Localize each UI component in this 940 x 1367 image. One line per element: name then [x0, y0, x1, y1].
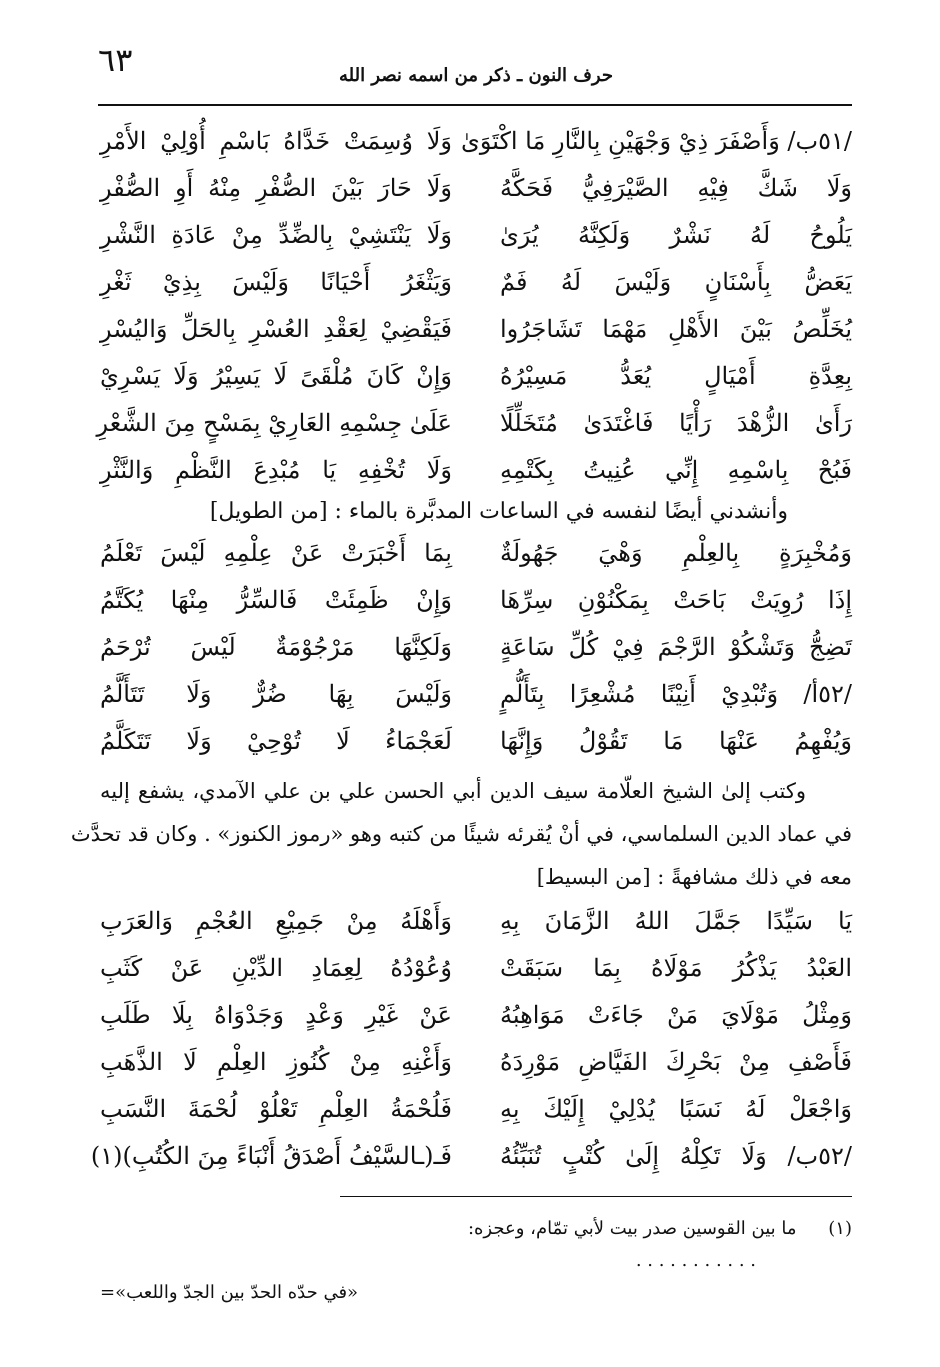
- footnote-line: [100, 1212, 852, 1246]
- verse-row: [100, 212, 852, 259]
- prose-line: وكتب إلىٰ الشيخ العلّامة سيف الدين أبي الحسن علي بن علي الآمدي، يشفع إليه: [100, 779, 806, 803]
- poem-2-intro: وأنشدني أيضًا لنفسه في الساعات المدبَّرة بالماء : [من الطويل]: [209, 499, 788, 524]
- verse-row: [100, 992, 852, 1039]
- footnote-text: ما بين القوسين صدر بيت لأبي تمّام، وعجزه:: [467, 1218, 797, 1239]
- first-hemistich: العَبْدُ يَذْكُرُ مَوْلَاهُ بِمَا سَبَقَتْ: [500, 954, 852, 982]
- verse-row: [100, 118, 852, 165]
- poem-1: [96, 118, 852, 494]
- second-hemistich: بِمَا أَخْبَرَتْ عَنْ عِلْمِهِ لَيْسَ تَعْلَمُ: [100, 539, 452, 567]
- first-hemistich: يُخَلِّصُ بَيْنَ الأَهْلِ مَهْمَا تَشَاجَرُوا: [500, 315, 852, 343]
- first-hemistich: رَأَىٰ الزُّهْدَ رَأْيًا فَاغْتَدَىٰ مُتَخَلِّلًا: [500, 409, 852, 437]
- poem-2: [100, 530, 852, 765]
- second-hemistich: عَنْ غَيْرِ وَعْدٍ وَجَدْوَاهُ بِلَا طَلَبِ: [100, 1001, 452, 1029]
- first-hemistich: فَأَصْفِ مِنْ بَحْرِكَ الفَيَّاضِ مَوْرِدَهُ: [500, 1048, 852, 1076]
- verse-row: [100, 718, 852, 765]
- first-hemistich: فَبُحْ بِاسْمِهِ إِنِّي عُنِيتُ بِكَتْمِهِ: [500, 456, 852, 484]
- verse-row: [96, 400, 852, 447]
- verse-row: [100, 1086, 852, 1133]
- second-hemistich: وَإِنْ ظَمِئَتْ فَالسِّرُّ مِنْهَا يُكَتَّمُ: [100, 586, 452, 614]
- prose-line: في عماد الدين السلماسي، في أنْ يُقرئه شيئًا من كتبه وهو «رموز الكنوز» . وكان قد تحدَّث: [70, 822, 852, 846]
- first-hemistich: يَعَضُّ بِأَسْنَانٍ وَلَيْسَ لَهُ فَمٌ: [500, 268, 852, 296]
- page-number: ٦٣: [98, 41, 133, 79]
- footnote-rule: [340, 1196, 852, 1197]
- first-hemistich: /٥٢أ/ وَتُبْدِيْ أَنِيْنًا مُشْعِرًا بِتَأَلُّمٍ: [500, 680, 852, 708]
- footnote-dots: . . . . . . . . . . .: [635, 1250, 756, 1271]
- second-hemistich: وُعُوْدُهُ لِعِمَادِ الدِّيْنِ عَنْ كَثَبِ: [100, 954, 452, 982]
- second-hemistich: وَيَثْغَرُ أَحْيَانًا وَلَيْسَ بِذِيْ ثَغْرِ: [100, 268, 452, 296]
- first-hemistich: /٥١ب/ وَأَصْفَرَ ذِيْ وَجْهَيْنِ بِالنَّارِ مَا اكْتَوَىٰ: [461, 127, 852, 155]
- verse-row: [100, 671, 852, 718]
- second-hemistich: وَإِنْ كَانَ مُلْقَىً لَا يَسِيْرُ وَلَا يَسْرِيْ: [100, 362, 452, 390]
- running-title: حرف النون ـ ذكر من اسمه نصر الله: [339, 65, 613, 86]
- verse-row: [100, 577, 852, 624]
- second-hemistich: وَأَغْنِهِ مِنْ كُنُوزِ العِلْمِ لَا الذَّهَبِ: [100, 1048, 452, 1076]
- verse-row: [100, 1039, 852, 1086]
- first-hemistich: وَيُفْهِمُ عَنْهَا مَا تَقُوْلُ وَإِنَّهَا: [500, 727, 852, 755]
- first-hemistich: وَاجْعَلْ لَهُ نَسَبًا يُدْلِيْ إِلَيْكَ بِهِ: [500, 1095, 852, 1123]
- footnote: [100, 1212, 852, 1310]
- second-hemistich: فَـ(ـالسَّيْفُ أَصْدَقُ أَنْبَاءً مِنَ الكُتُبِ)(١): [90, 1142, 452, 1170]
- second-hemistich: وَلَكِنَّهَا مَرْجُوْمَةٌ لَيْسَ تُرْحَمُ: [100, 633, 452, 661]
- first-hemistich: يَلُوحُ لَهُ نَشْرٌ وَلَكِنَّهُ يُرَىٰ: [500, 221, 852, 249]
- second-hemistich: فَلُحْمَةُ العِلْمِ تَعْلُوْ لُحْمَةَ النَّسَبِ: [100, 1095, 452, 1123]
- header-rule: [98, 104, 852, 106]
- verse-row: [100, 945, 852, 992]
- verse-row: [100, 165, 852, 212]
- first-hemistich: وَمُخْبِرَةٍ بِالعِلْمِ وَهْيَ جَهُولَةٌ: [500, 539, 852, 567]
- poem-3: [90, 898, 852, 1180]
- second-hemistich: وَلَا يَنْتَشِيْ بِالضِّدِّ مِنْ عَادَةِ النَّشْرِ: [100, 221, 452, 249]
- first-hemistich: /٥٢ب/ وَلَا تَكِلْهُ إِلَىٰ كُتْبٍ تُنَبِّئُهُ: [500, 1142, 852, 1170]
- second-hemistich: وَلَا تُخْفِهِ يَا مُبْدِعَ النَّظْمِ وَالنَّثْرِ: [100, 456, 452, 484]
- verse-row: [100, 353, 852, 400]
- first-hemistich: وَمِثْلُ مَوْلَايَ مَنْ جَاءَتْ مَوَاهِبُهُ: [500, 1001, 852, 1029]
- verse-row: [100, 306, 852, 353]
- footnote-continuation: «في حدّه الحدّ بين الجدّ واللعب»=: [100, 1282, 359, 1303]
- first-hemistich: بِعِدَّةِ أَمْيَالٍ يُعَدُّ مَسِيْرُهُ: [500, 362, 852, 390]
- prose-paragraph: [70, 770, 852, 899]
- footnote-continuation-wrap: [100, 1276, 852, 1310]
- footnote-marker: (١): [828, 1218, 852, 1239]
- verse-row: [100, 447, 852, 494]
- second-hemistich: وَلَا وُسِمَتْ خَدَّاهُ بَاسْمِ أُوْلِيْ الأَمْرِ: [100, 127, 452, 155]
- verse-row: [100, 624, 852, 671]
- second-hemistich: وَلَا حَارَ بَيْنَ الصُّفْرِ مِنْهُ أَوِ الصُّفْرِ: [100, 174, 452, 202]
- verse-row: [100, 259, 852, 306]
- prose-line: معه في ذلك مشافهةً : [من البسيط]: [536, 865, 852, 889]
- second-hemistich: فَيَقْضِيْ لِعَقْدِ العُسْرِ بِالحَلِّ وَاليُسْرِ: [100, 315, 452, 343]
- first-hemistich: يَا سَيِّدًا جَمَّلَ اللهُ الزَّمَانَ بِهِ: [500, 907, 852, 935]
- first-hemistich: إِذَا رُوِيَتْ بَاحَتْ بِمَكْنُوْنِ سِرِّهَا: [500, 586, 852, 614]
- first-hemistich: وَلَا شَكَّ فِيْهِ الصَّيْرَفِيُّ فَحَكَّهُ: [500, 174, 852, 202]
- second-hemistich: وَأَهْلَهُ مِنْ جَمِيْعِ العُجْمِ وَالعَرَبِ: [100, 907, 452, 935]
- verse-row: [90, 1133, 852, 1180]
- verse-row: [100, 530, 852, 577]
- verse-row: [100, 898, 852, 945]
- second-hemistich: لَعَجْمَاءُ لَا تُوْحِيْ وَلَا تَتَكَلَّمُ: [100, 727, 452, 755]
- first-hemistich: تَضِجُّ وَتَشْكُوْ الرَّجْمَ فِيْ كُلِّ سَاعَةٍ: [500, 633, 852, 661]
- second-hemistich: وَلَيْسَ بِهَا ضُرٌّ وَلَا تَتَأَلَّمُ: [100, 680, 452, 708]
- second-hemistich: عَلَىٰ جِسْمِهِ العَارِيْ بِمَسْحٍ مِنَ الشَّعْرِ: [96, 409, 452, 437]
